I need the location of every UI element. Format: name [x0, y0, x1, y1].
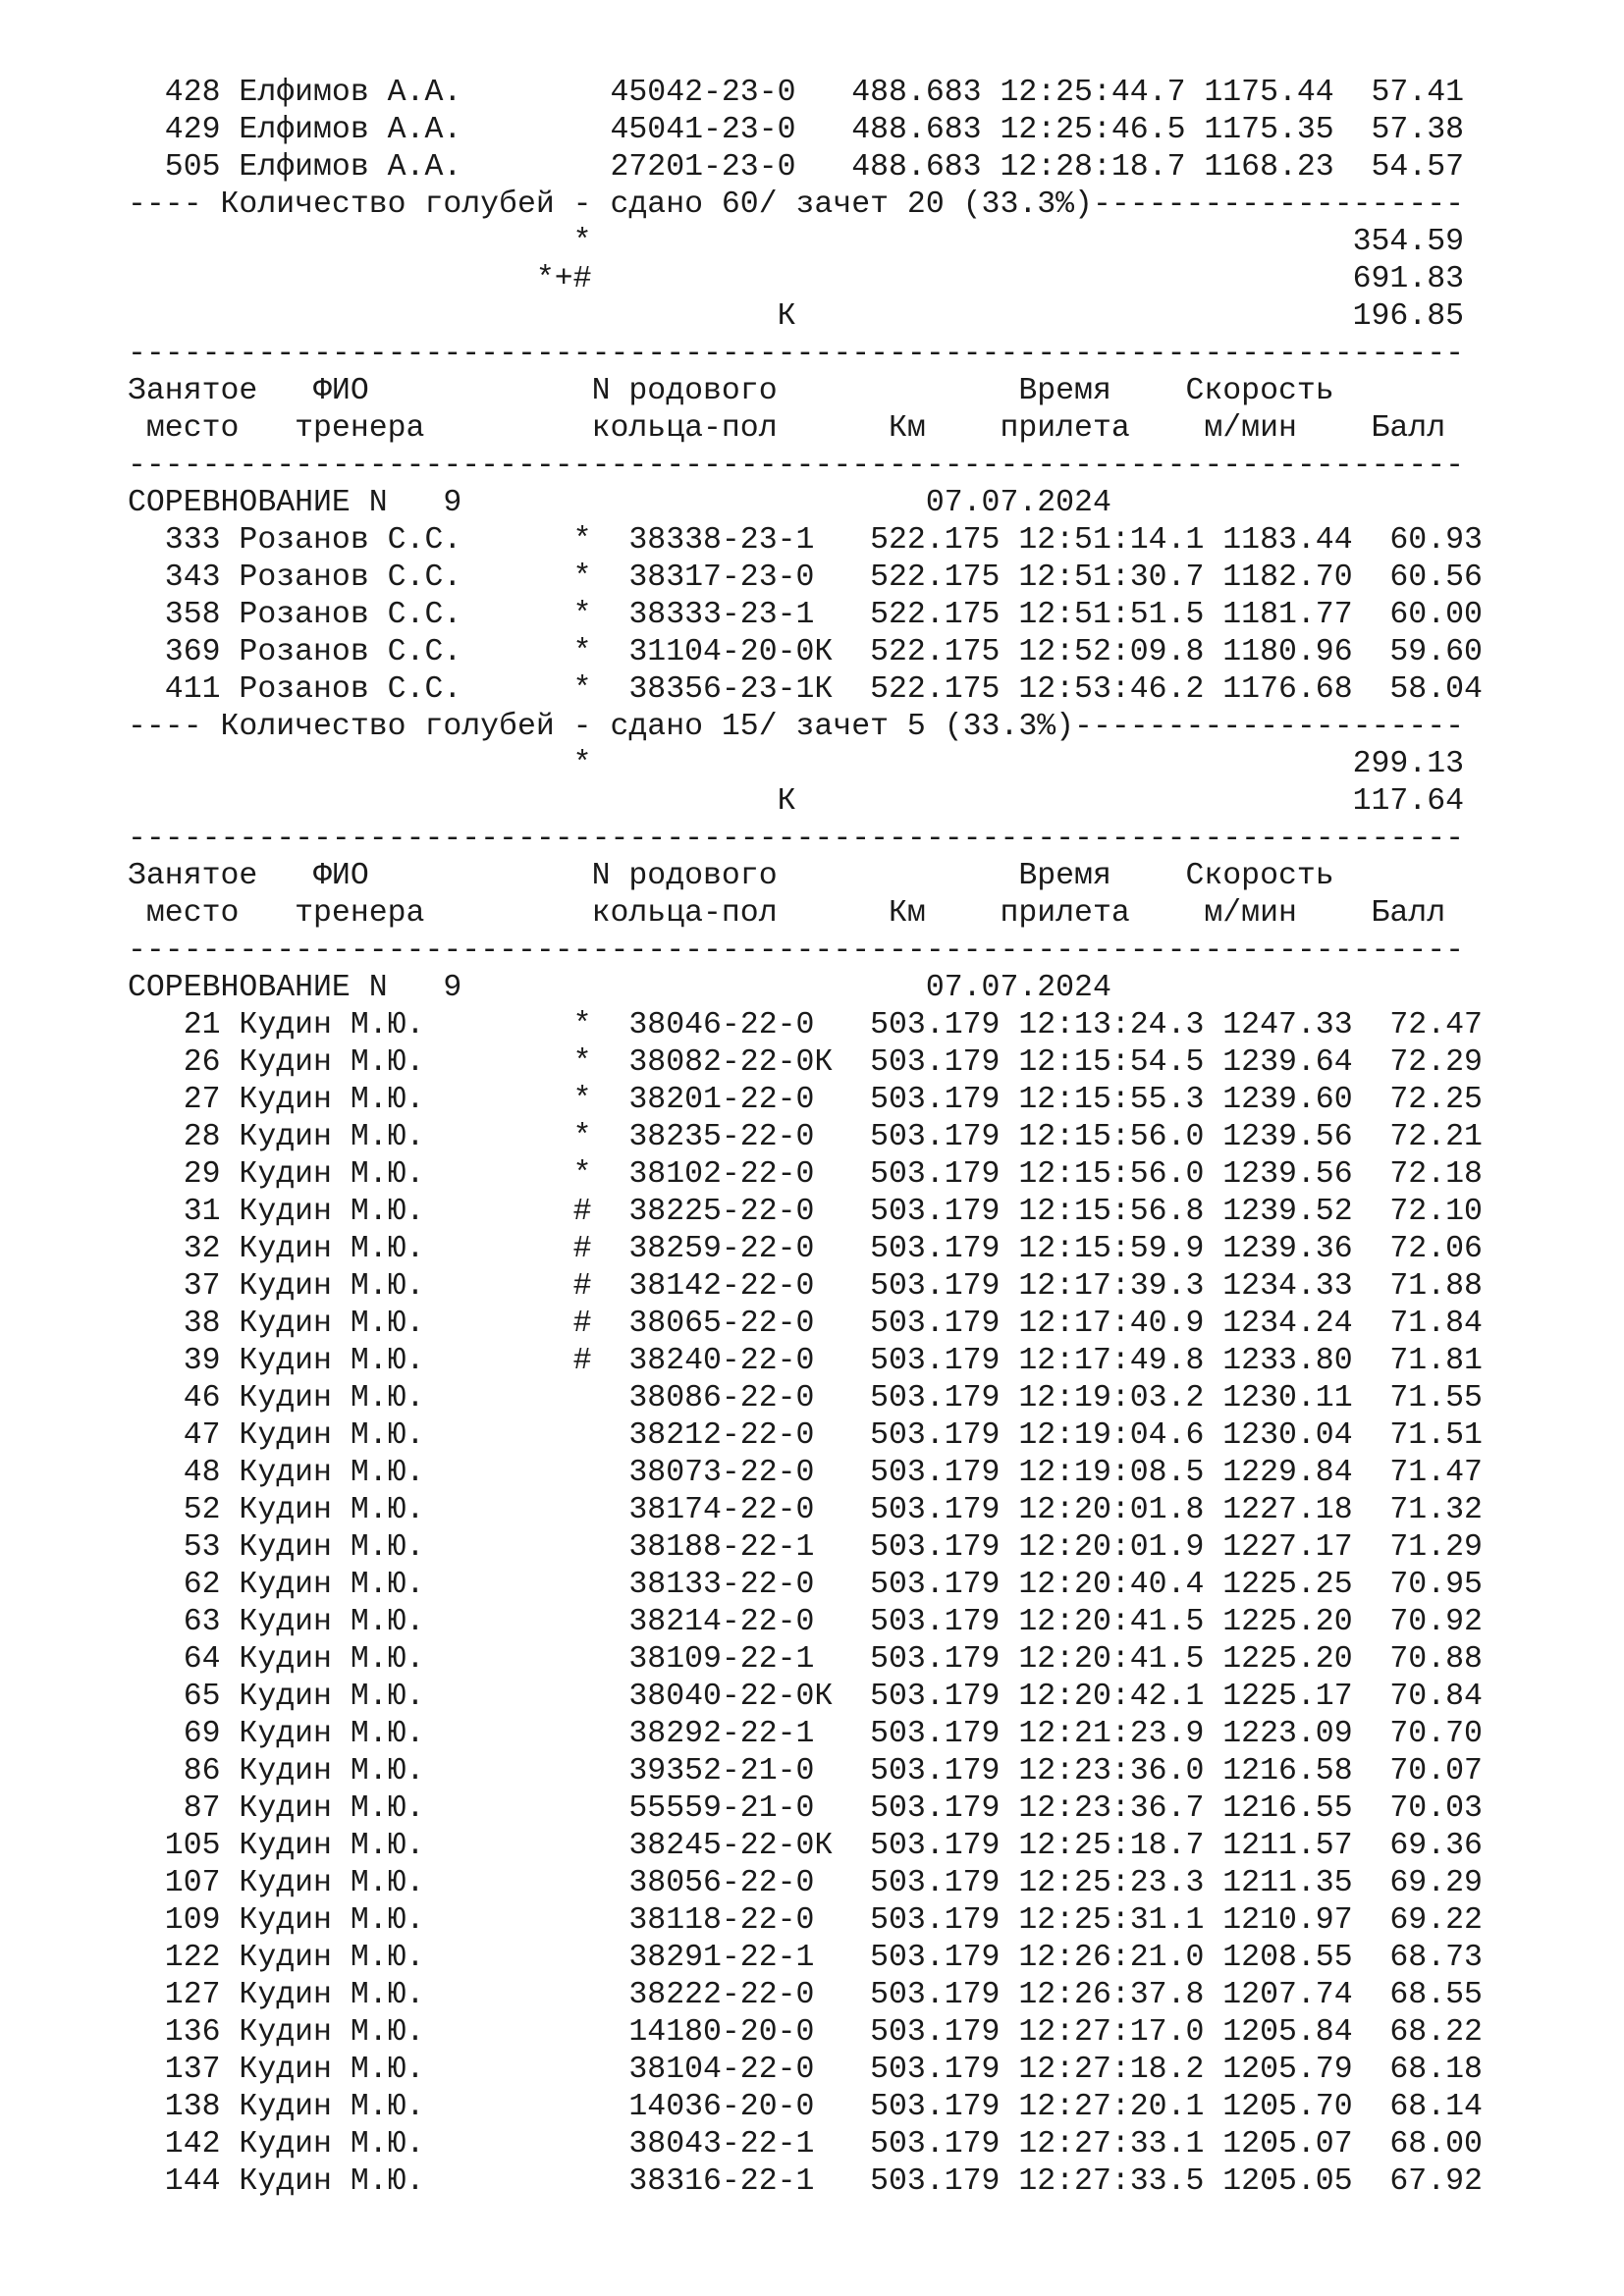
text-line: 358 Розанов С.С. * 38333-23-1 522.175 12:51:51.5 1181.77 60.00 — [128, 598, 1483, 632]
text-line: СОРЕВНОВАНИЕ N 9 07.07.2024 — [128, 971, 1111, 1005]
text-line: 144 Кудин М.Ю. 38316-22-1 503.179 12:27:33.5 1205.05 67.92 — [128, 2164, 1483, 2199]
text-line: 127 Кудин М.Ю. 38222-22-0 503.179 12:26:37.8 1207.74 68.55 — [128, 1978, 1483, 2012]
text-line: 52 Кудин М.Ю. 38174-22-0 503.179 12:20:01.8 1227.18 71.32 — [128, 1493, 1483, 1527]
text-line: 32 Кудин М.Ю. # 38259-22-0 503.179 12:15:59.9 1239.36 72.06 — [128, 1232, 1483, 1266]
text-line: место тренера кольца-пол Км прилета м/мин Балл — [128, 896, 1446, 931]
text-line: 63 Кудин М.Ю. 38214-22-0 503.179 12:20:41.5 1225.20 70.92 — [128, 1605, 1483, 1639]
text-line: место тренера кольца-пол Км прилета м/мин Балл — [128, 411, 1446, 446]
text-line: 46 Кудин М.Ю. 38086-22-0 503.179 12:19:03.2 1230.11 71.55 — [128, 1381, 1483, 1415]
text-line: 65 Кудин М.Ю. 38040-22-0К 503.179 12:20:42.1 1225.17 70.84 — [128, 1680, 1483, 1714]
text-line: 53 Кудин М.Ю. 38188-22-1 503.179 12:20:01.9 1227.17 71.29 — [128, 1530, 1483, 1565]
text-line: К 117.64 — [128, 784, 1465, 819]
text-line: 343 Розанов С.С. * 38317-23-0 522.175 12:51:30.7 1182.70 60.56 — [128, 561, 1483, 595]
text-line: К 196.85 — [128, 299, 1465, 334]
text-line: Занятое ФИО N родового Время Скорость — [128, 859, 1334, 893]
text-line: 69 Кудин М.Ю. 38292-22-1 503.179 12:21:23.9 1223.09 70.70 — [128, 1717, 1483, 1751]
text-line: 107 Кудин М.Ю. 38056-22-0 503.179 12:25:23.3 1211.35 69.29 — [128, 1866, 1483, 1900]
text-line: 27 Кудин М.Ю. * 38201-22-0 503.179 12:15:55.3 1239.60 72.25 — [128, 1083, 1483, 1117]
text-line: Занятое ФИО N родового Время Скорость — [128, 374, 1334, 408]
text-line: ------------------------------------------------------------------------ — [128, 449, 1465, 483]
text-line: * 354.59 — [128, 225, 1465, 259]
text-line: ---- Количество голубей - сдано 60/ зачет 20 (33.3%)-------------------- — [128, 187, 1465, 222]
text-line: 64 Кудин М.Ю. 38109-22-1 503.179 12:20:41.5 1225.20 70.88 — [128, 1642, 1483, 1677]
text-line: 138 Кудин М.Ю. 14036-20-0 503.179 12:27:20.1 1205.70 68.14 — [128, 2090, 1483, 2124]
text-line: 105 Кудин М.Ю. 38245-22-0К 503.179 12:25:18.7 1211.57 69.36 — [128, 1829, 1483, 1863]
text-line: 47 Кудин М.Ю. 38212-22-0 503.179 12:19:04.6 1230.04 71.51 — [128, 1418, 1483, 1453]
text-line: 411 Розанов С.С. * 38356-23-1К 522.175 12:53:46.2 1176.68 58.04 — [128, 672, 1483, 707]
text-line: * 299.13 — [128, 747, 1465, 781]
text-line: 136 Кудин М.Ю. 14180-20-0 503.179 12:27:17.0 1205.84 68.22 — [128, 2015, 1483, 2050]
text-line: ------------------------------------------------------------------------ — [128, 934, 1465, 968]
text-line: ------------------------------------------------------------------------ — [128, 337, 1465, 371]
text-line: 38 Кудин М.Ю. # 38065-22-0 503.179 12:17:40.9 1234.24 71.84 — [128, 1307, 1483, 1341]
text-line: 333 Розанов С.С. * 38338-23-1 522.175 12:51:14.1 1183.44 60.93 — [128, 523, 1483, 558]
text-line: 109 Кудин М.Ю. 38118-22-0 503.179 12:25:31.1 1210.97 69.22 — [128, 1903, 1483, 1938]
text-line: СОРЕВНОВАНИЕ N 9 07.07.2024 — [128, 486, 1111, 520]
text-line: 137 Кудин М.Ю. 38104-22-0 503.179 12:27:18.2 1205.79 68.18 — [128, 2053, 1483, 2087]
text-line: 29 Кудин М.Ю. * 38102-22-0 503.179 12:15:56.0 1239.56 72.18 — [128, 1157, 1483, 1192]
text-line: 428 Елфимов А.А. 45042-23-0 488.683 12:25:44.7 1175.44 57.41 — [128, 76, 1465, 110]
text-line: 429 Елфимов А.А. 45041-23-0 488.683 12:25:46.5 1175.35 57.38 — [128, 113, 1465, 147]
text-line: 87 Кудин М.Ю. 55559-21-0 503.179 12:23:36.7 1216.55 70.03 — [128, 1791, 1483, 1826]
text-line: 48 Кудин М.Ю. 38073-22-0 503.179 12:19:08.5 1229.84 71.47 — [128, 1456, 1483, 1490]
text-line: 86 Кудин М.Ю. 39352-21-0 503.179 12:23:36.0 1216.58 70.07 — [128, 1754, 1483, 1789]
text-line: 505 Елфимов А.А. 27201-23-0 488.683 12:28:18.7 1168.23 54.57 — [128, 150, 1465, 185]
text-line: *+# 691.83 — [128, 262, 1465, 296]
text-line: 62 Кудин М.Ю. 38133-22-0 503.179 12:20:40.4 1225.25 70.95 — [128, 1568, 1483, 1602]
text-line: 142 Кудин М.Ю. 38043-22-1 503.179 12:27:33.1 1205.07 68.00 — [128, 2127, 1483, 2162]
text-line: 21 Кудин М.Ю. * 38046-22-0 503.179 12:13:24.3 1247.33 72.47 — [128, 1008, 1483, 1042]
text-line: ------------------------------------------------------------------------ — [128, 822, 1465, 856]
text-line: 26 Кудин М.Ю. * 38082-22-0К 503.179 12:15:54.5 1239.64 72.29 — [128, 1045, 1483, 1080]
text-line: 37 Кудин М.Ю. # 38142-22-0 503.179 12:17:39.3 1234.33 71.88 — [128, 1269, 1483, 1304]
results-document — [128, 75, 1483, 2201]
text-line: 28 Кудин М.Ю. * 38235-22-0 503.179 12:15:56.0 1239.56 72.21 — [128, 1120, 1483, 1154]
text-line: 31 Кудин М.Ю. # 38225-22-0 503.179 12:15:56.8 1239.52 72.10 — [128, 1195, 1483, 1229]
text-line: ---- Количество голубей - сдано 15/ зачет 5 (33.3%)--------------------- — [128, 710, 1465, 744]
text-line: 39 Кудин М.Ю. # 38240-22-0 503.179 12:17:49.8 1233.80 71.81 — [128, 1344, 1483, 1378]
text-line: 369 Розанов С.С. * 31104-20-0К 522.175 12:52:09.8 1180.96 59.60 — [128, 635, 1483, 669]
text-line: 122 Кудин М.Ю. 38291-22-1 503.179 12:26:21.0 1208.55 68.73 — [128, 1941, 1483, 1975]
